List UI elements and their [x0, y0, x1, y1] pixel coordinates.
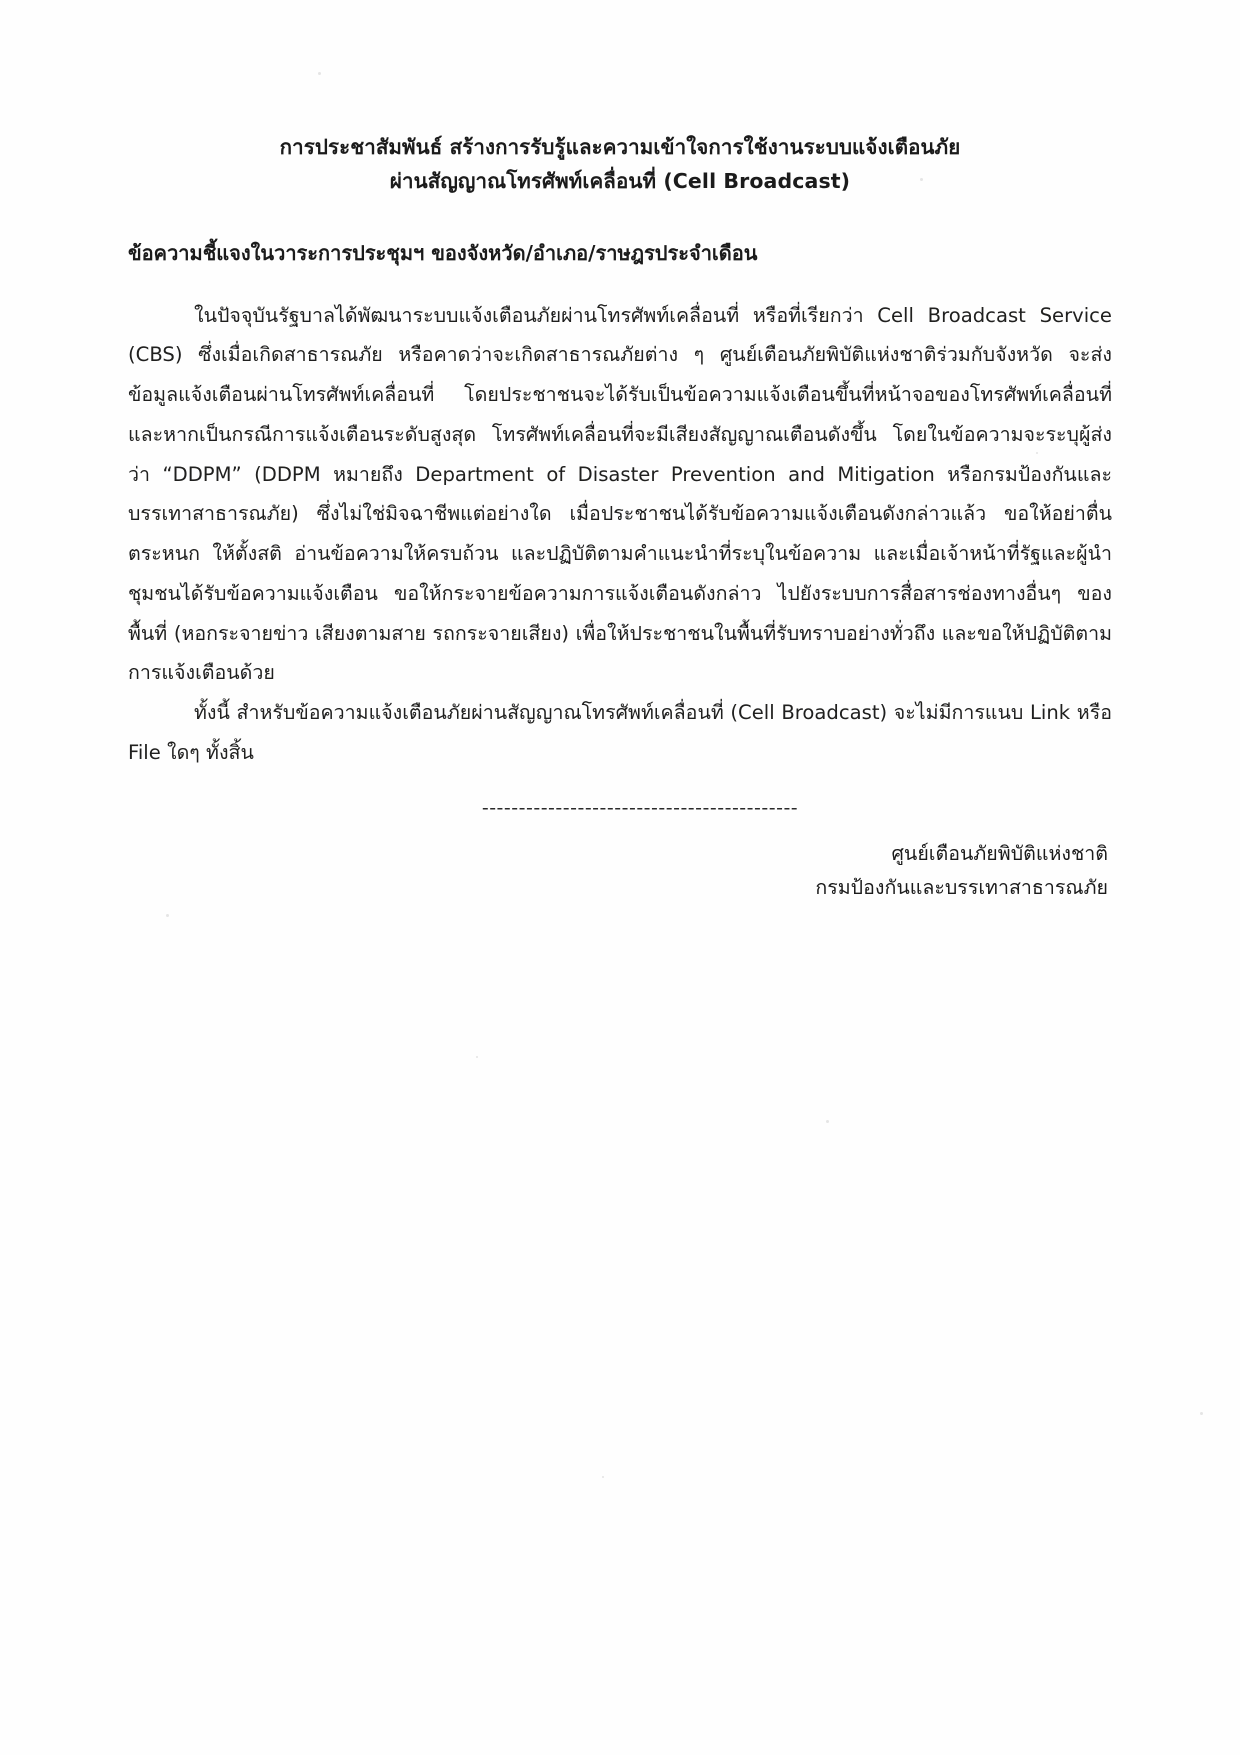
title-line-1: การประชาสัมพันธ์ สร้างการรับรู้และความเข้าใจการใช้งานระบบแจ้งเตือนภัย	[279, 135, 961, 159]
signature-block	[128, 837, 1112, 906]
scan-speck	[476, 1056, 478, 1058]
paragraph-1: ในปัจจุบันรัฐบาลได้พัฒนาระบบแจ้งเตือนภัยผ่านโทรศัพท์เคลื่อนที่ หรือที่เรียกว่า Cell Broadcast Service (CBS) ซึ่งเมื่อเกิดสาธารณภัย หรือคาดว่าจะเกิดสาธารณภัยต่าง ๆ ศูนย์เตือนภัยพิบัติแห่งชาติร่วมกับจังหวัด จะส่งข้อมูลแจ้งเตือนผ่านโทรศัพท์เคลื่อนที่ โดยประชาชนจะได้รับเป็นข้อความแจ้งเตือนขึ้นที่หน้าจอของโทรศัพท์เคลื่อนที่ และหากเป็นกรณีการแจ้งเตือนระดับสูงสุด โทรศัพท์เคลื่อนที่จะมีเสียงสัญญาณเตือนดังขึ้น โดยในข้อความจะระบุผู้ส่งว่า “DDPM” (DDPM หมายถึง Department of Disaster Prevention and Mitigation หรือกรมป้องกันและบรรเทาสาธารณภัย) ซึ่งไม่ใช่มิจฉาชีพแต่อย่างใด เมื่อประชาชนได้รับข้อความแจ้งเตือนดังกล่าวแล้ว ขอให้อย่าตื่นตระหนก ให้ตั้งสติ อ่านข้อความให้ครบถ้วน และปฏิบัติตามคำแนะนำที่ระบุในข้อความ และเมื่อเจ้าหน้าที่รัฐและผู้นำชุมชนได้รับข้อความแจ้งเตือน ขอให้กระจายข้อความการแจ้งเตือนดังกล่าว ไปยังระบบการสื่อสารช่องทางอื่นๆ ของพื้นที่ (หอกระจายข่าว เสียงตามสาย รถกระจายเสียง) เพื่อให้ประชาชนในพื้นที่รับทราบอย่างทั่วถึง และขอให้ปฏิบัติตามการแจ้งเตือนด้วย	[128, 303, 1112, 685]
signature-line-2: กรมป้องกันและบรรเทาสาธารณภัย	[815, 876, 1108, 899]
scan-speck	[602, 1476, 604, 1478]
scan-speck	[826, 1120, 829, 1123]
subject-line: ข้อความชี้แจงในวาระการประชุมฯ ของจังหวัด/อำเภอ/ราษฎรประจำเดือน	[128, 240, 758, 265]
scan-speck	[166, 914, 169, 917]
document-content	[128, 296, 1112, 773]
document-title	[128, 132, 1112, 198]
title-line-2: ผ่านสัญญาณโทรศัพท์เคลื่อนที่ (Cell Broadcast)	[389, 168, 851, 193]
signature-divider: -------------------------------------------	[481, 796, 799, 819]
document-body	[128, 132, 1112, 905]
paragraph-2: ทั้งนี้ สำหรับข้อความแจ้งเตือนภัยผ่านสัญญาณโทรศัพท์เคลื่อนที่ (Cell Broadcast) จะไม่มีการแนบ Link หรือ File ใดๆ ทั้งสิ้น	[128, 701, 1112, 764]
scan-speck	[318, 72, 321, 75]
scan-speck	[1200, 1412, 1203, 1415]
signature-line-1: ศูนย์เตือนภัยพิบัติแห่งชาติ	[891, 841, 1108, 865]
